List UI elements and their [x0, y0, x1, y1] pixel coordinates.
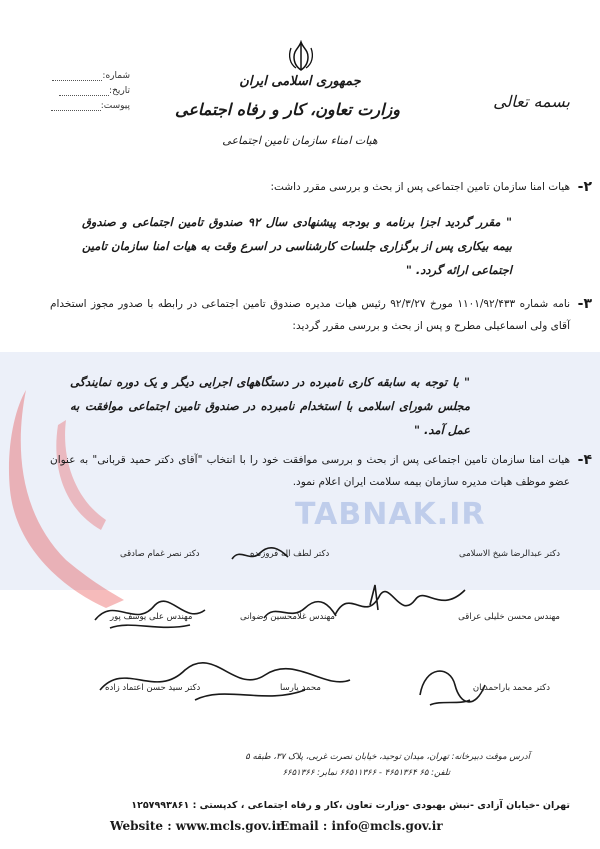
signature-scribble — [410, 655, 490, 715]
signatory-name: دکتر نصر غمام صادقی — [120, 549, 200, 559]
signatory-name: مهندس علی یوسف پور — [110, 612, 193, 622]
signatory-name: دکتر لطف اله فروزنده — [250, 549, 330, 559]
item-2 — [50, 176, 592, 198]
meta-attachment-line — [51, 110, 101, 111]
meta-number-line — [52, 80, 102, 81]
signature-scribble — [330, 575, 470, 630]
signatory-name: محمد پارسا — [280, 683, 321, 693]
signatory-name: دکتر عبدالرضا شیخ الاسلامی — [459, 549, 560, 559]
header-country: جمهوری اسلامی ایران — [239, 74, 361, 89]
meta-number-label: شماره: — [102, 71, 130, 81]
item-3-text: نامه شماره ۱۱۰۱/۹۲/۴۳۳ مورخ ۹۲/۳/۲۷ رئیس هیات مدیره صندوق تامین اجتماعی در رابطه با صدور مجوز استخدام آقای ولی اسماعیلی مطرح و پس از بحث و بررسی مقرر گردید: — [50, 298, 570, 332]
meta-date — [40, 86, 130, 96]
signatory-name: دکتر محمد باراحمدیان — [472, 683, 550, 693]
ministry-address: تهران -خیابان آزادی -نبش بهبودی -وزارت تعاون ،کار و رفاه اجتماعی ، کدپستی : ۱۲۵۷۹۹۳۸۶۱ — [131, 800, 570, 811]
email-link[interactable]: Email : info@mcls.gov.ir — [280, 819, 443, 833]
header-board: هیات امناء سازمان تامین اجتماعی — [222, 134, 378, 147]
website-link[interactable]: Website : www.mcls.gov.ir — [110, 819, 283, 833]
item-4 — [50, 449, 592, 493]
bismillah: بسمه تعالی — [493, 92, 570, 111]
watermark-text: TABNAK.IR — [295, 497, 486, 532]
signature-scribble — [260, 596, 340, 626]
signature-scribble — [90, 590, 210, 635]
iran-emblem-icon — [286, 40, 316, 72]
meta-number — [40, 71, 130, 81]
resolution-quote-1: " مقرر گردید اجزا برنامه و بودجه پیشنهادی سال ۹۲ صندوق تامین اجتماعی و صندوق بیمه بیکاری پس از برگزاری جلسات کارشناسی در اسرع وقت به هیات امنا سازمان تامین اجتماعی ارائه گردد. " — [82, 215, 512, 277]
signature-scribble — [230, 545, 290, 565]
signatory-name: مهندس محسن خلیلی عراقی — [458, 612, 560, 622]
meta-date-label: تاریخ: — [109, 86, 130, 96]
secretariat-phone: تلفن: ۶۵ ۴۶۵۱۳۶۴ - ۶۶۵۱۱۳۶۶ نمابر: ۶۶۵۱۳۶۶ — [282, 768, 450, 778]
signatory-name: مهندس غلامحسین رضوانی — [240, 612, 335, 622]
item-3 — [50, 293, 592, 337]
meta-attachment — [40, 101, 130, 111]
signature-scribble — [95, 640, 355, 710]
secretariat-address: آدرس موقت دبیرخانه: تهران، میدان توحید، خیابان نصرت غربی، پلاک ۳۷، طبقه ۵ — [245, 752, 530, 762]
header-ministry: وزارت تعاون، کار و رفاه اجتماعی — [175, 100, 400, 119]
item-2-number: ۲- — [577, 179, 592, 195]
signatory-name: دکتر سید حسن اعتماد زاده — [105, 683, 201, 693]
item-4-text: هیات امنا سازمان تامین اجتماعی پس از بحث و بررسی موافقت خود را با انتخاب "آقای دکتر حمید قربانی" به عنوان عضو موظف هیات مدیره سازمان بیمه سلامت ایران اعلام نمود. — [50, 454, 570, 488]
meta-date-line — [59, 95, 109, 96]
meta-attachment-label: پیوست: — [100, 101, 130, 111]
item-3-number: ۳- — [577, 296, 592, 312]
item-4-number: ۴- — [577, 452, 592, 468]
item-2-text: هیات امنا سازمان تامین اجتماعی پس از بحث و بررسی مقرر داشت: — [270, 181, 570, 193]
resolution-quote-2: " با توجه به سابقه کاری نامبرده در دستگاههای اجرایی دیگر و یک دوره نمایندگی مجلس شورای اسلامی با استخدام نامبرده در صندوق تامین اجتماعی موافقت به عمل آمد. " — [70, 375, 470, 437]
